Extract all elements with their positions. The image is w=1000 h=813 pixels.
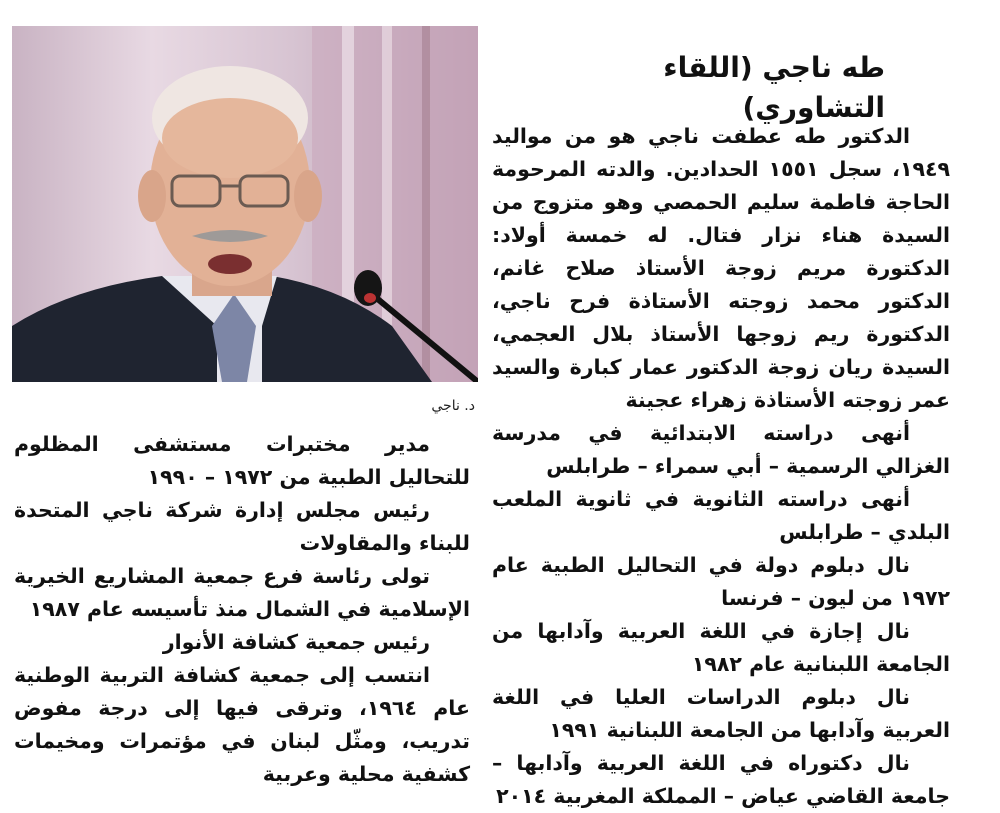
career-paragraph: انتسب إلى جمعية كشافة التربية الوطنية عام ١٩٦٤، وترقى فيها إلى درجة مفوض تدريب، ومثّل لبنان في مؤتمرات ومخيمات كشفية محلية وعربية <box>14 663 470 786</box>
career-paragraph: رئيس جمعية كشافة الأنوار <box>162 630 430 654</box>
career-paragraph: تولى رئاسة فرع جمعية المشاريع الخيرية الإسلامية في الشمال منذ تأسيسه عام ١٩٨٧ <box>14 564 470 621</box>
portrait-illustration <box>12 26 478 382</box>
bio-paragraph: نال دبلوم دولة في التحاليل الطبية عام ١٩٧٢ من ليون – فرنسا <box>492 553 950 610</box>
bio-paragraph: الدكتور طه عطفت ناجي هو من مواليد ١٩٤٩، سجل ١٥٥١ الحدادين. والدته المرحومة الحاجة فاطمة سليم الحمصي وهو متزوج من السيدة هناء نزار فتال. له خمسة أولاد: الدكتورة مريم زوجة الأستاذ صلاح غانم، الدكتور محمد زوجته الأستاذة فرح ناجي، الدكتورة ريم زوجها الأستاذ بلال العجمي، السيدة ريان زوجة الدكتور عمار كبارة والسيد عمر زوجته الأستاذة زهراء عجينة <box>492 124 950 412</box>
career-paragraph: مدير مختبرات مستشفى المظلوم للتحاليل الطبية من ١٩٧٢ – ١٩٩٠ <box>14 432 470 489</box>
right-column <box>492 120 950 813</box>
bio-paragraph: نال دبلوم الدراسات العليا في اللغة العربية وآدابها من الجامعة اللبنانية ١٩٩١ <box>492 685 950 742</box>
bio-paragraph: أنهى دراسته الابتدائية في مدرسة الغزالي الرسمية – أبي سمراء – طرابلس <box>492 421 950 478</box>
bio-paragraph: نال إجازة في اللغة العربية وآدابها من الجامعة اللبنانية عام ١٩٨٢ <box>492 619 950 676</box>
bio-paragraph: أنهى دراسته الثانوية في ثانوية الملعب البلدي – طرابلس <box>492 487 950 544</box>
career-paragraph: رئيس مجلس إدارة شركة ناجي المتحدة للبناء والمقاولات <box>14 498 470 555</box>
article-title: طه ناجي (اللقاء التشاوري) <box>663 51 885 124</box>
bio-paragraph: نال دكتوراه في اللغة العربية وآدابها – جامعة القاضي عياض – المملكة المغربية ٢٠١٤ <box>492 751 950 808</box>
left-column <box>14 428 470 791</box>
portrait-photo <box>12 26 478 382</box>
photo-caption: د. ناجي <box>431 398 475 414</box>
